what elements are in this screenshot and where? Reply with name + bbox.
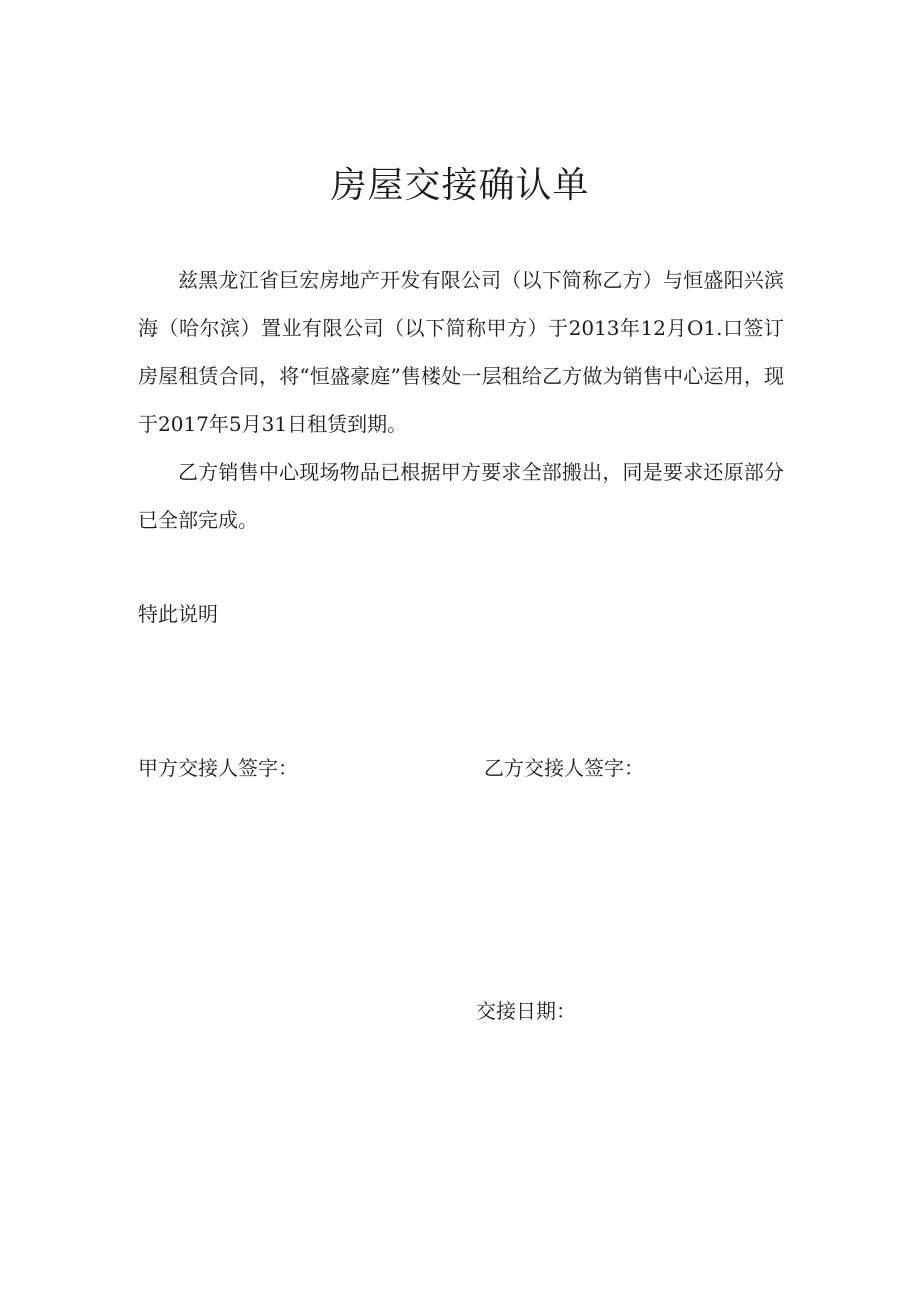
paragraph-completion: 乙方销售中心现场物品已根据甲方要求全部搬出，同是要求还原部分已全部完成。 [138,460,784,532]
document-title: 房屋交接确认单 [330,165,590,206]
party-a-signature-label: 甲方交接人签字： [138,756,298,780]
handover-date-label: 交接日期： [476,999,576,1023]
paragraph-lease-info: 兹黑龙江省巨宏房地产开发有限公司（以下简称乙方）与恒盛阳兴滨海（哈尔滨）置业有限公司（以下简称甲方）于2013年12月O1.口签订房屋租赁合同，将“恒盛豪庭”售楼处一层租给乙方做为销售中心运用，现于2017年5月31日租赁到期。 [138,268,784,436]
party-b-signature-label: 乙方交接人签字： [484,756,644,780]
statement-text: 特此说明 [138,602,218,626]
